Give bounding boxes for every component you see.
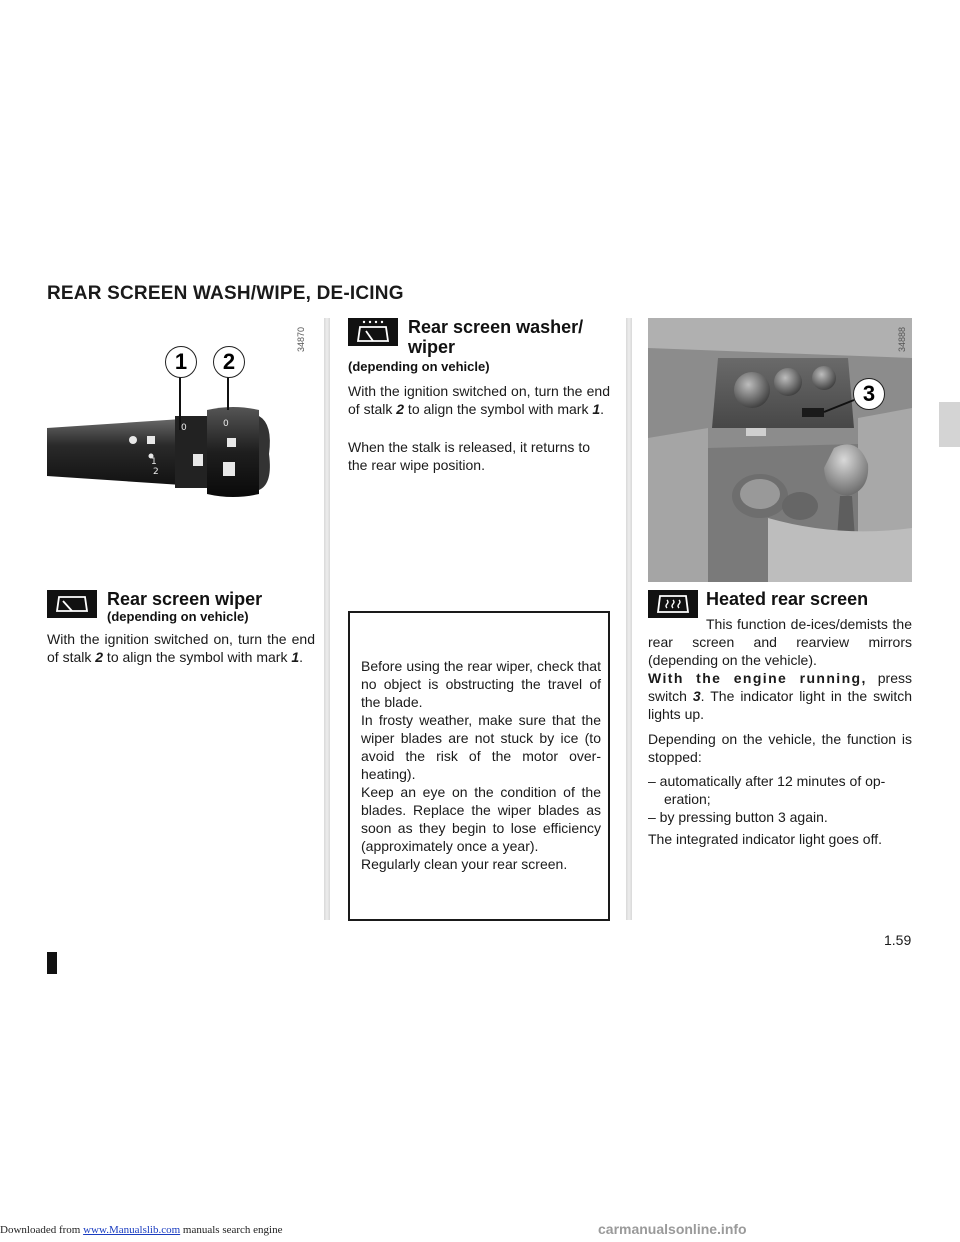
note-para-1: Before using the rear wiper, check that no object is obstructing the travel of the blade. [361,658,601,710]
ref-label-3: 3 [853,378,885,410]
page-number: 1.59 [884,932,912,948]
note-para-4: Regularly clean your rear screen. [361,856,568,872]
footer-prefix: Downloaded from [0,1224,84,1236]
heated-p2-end: . The indicator light in the switch lights up. [648,688,912,722]
note-para-2: In frosty weather, make sure that the wiper blades are not stuck by ice (to avoid the risk of the motor over-heating). [361,712,601,782]
footer-suffix: manuals search engine [180,1224,283,1236]
rear-washer-p1-mid: to align the symbol with mark [404,401,593,417]
rear-washer-para-2: When the stalk is released, it returns to the rear wipe position. [348,439,590,473]
footer-link[interactable]: www.Manualslib.com [83,1224,181,1236]
stalk-figure [47,318,315,580]
footer-watermark: carmanualsonline.info [598,1221,747,1237]
rear-washer-symbol [348,318,398,346]
stalk-image-code: 34870 [296,326,306,352]
heated-list-item-2: – by pressing button 3 again. [648,809,828,825]
rear-wiper-text-pre: With the ignition switched on, turn the end of stalk [47,631,315,665]
heated-p2-pre: press switch [648,670,912,704]
svg-text:0: 0 [181,423,187,433]
rear-washer-stalk-ref: 2 [396,401,405,417]
console-photo [648,318,912,582]
ref-label-1: 1 [165,346,197,378]
heated-para-1: This function de-ices/demists the rear screen and rearview mirrors (depending on the vehicle). [648,616,912,668]
rear-washer-icon [348,318,398,346]
page-title: REAR SCREEN WASH/WIPE, DE-ICING [47,283,404,304]
rear-wiper-text [47,630,315,666]
rear-washer-heading-line2: wiper [408,337,456,357]
console-image-code: 34888 [897,326,907,352]
page-marker [47,952,57,974]
rear-wiper-mark-ref: 1 [291,649,300,665]
rear-washer-heading [408,317,583,357]
heated-list-item-1: – automatically after 12 minutes of op-eration; [648,773,886,807]
section-tab [939,402,960,447]
rear-washer-p1-pre: With the ignition switched on, turn the end of stalk [348,383,610,417]
console-drawing [648,318,912,582]
rear-washer-subheading: (depending on vehicle) [348,359,490,374]
rear-wiper-text-mid: to align the symbol with mark [103,649,292,665]
heated-symbol [648,590,698,618]
ref-label-2: 2 [213,346,245,378]
svg-text:1: 1 [151,457,157,467]
rear-wiper-text-end: . [299,649,304,665]
heated-para-3: Depending on the vehicle, the function is stopped: [648,731,912,765]
heated-para-4: The integrated indicator light goes off. [648,831,883,847]
heated-switch-ref: 3 [692,688,701,704]
heated-heading: Heated rear screen [706,589,869,609]
note-para-3: Keep an eye on the condition of the blades. Replace the wiper blades as soon as they begin to lose efficiency (approximately once a year). [361,784,601,854]
rear-washer-mark-ref: 1 [592,401,601,417]
column-divider-left [324,318,330,920]
rear-wiper-heading: Rear screen wiper [107,589,263,609]
footer-download-notice [0,1224,282,1236]
rear-washer-p1-end: . [600,401,605,417]
column-divider-right [626,318,632,920]
heated-para-2 [648,669,912,723]
note-box [348,611,610,921]
rear-wiper-icon [47,590,97,618]
svg-text:0: 0 [223,419,229,429]
svg-text:2: 2 [153,467,159,477]
rear-wiper-stalk-ref: 2 [95,649,104,665]
rear-wiper-subheading: (depending on vehicle) [107,609,249,624]
heated-p2-bold: With the engine running, [648,670,867,686]
rear-washer-heading-line1: Rear screen washer/ [408,317,584,337]
rear-washer-para-1 [348,382,610,418]
heated-rear-screen-icon [648,590,698,618]
rear-wiper-symbol [47,590,97,618]
